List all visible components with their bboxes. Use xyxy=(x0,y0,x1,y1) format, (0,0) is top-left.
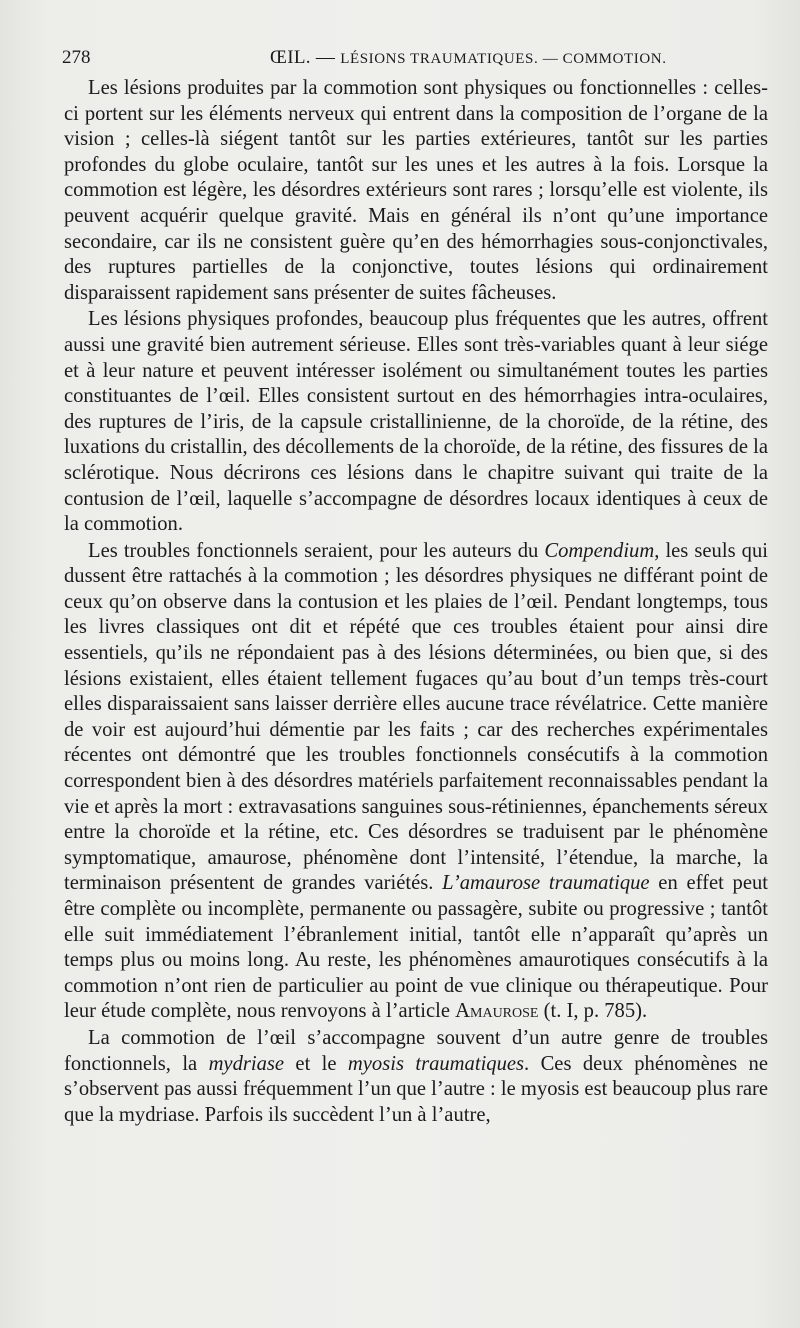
italic-text: L’amaurose traumatique xyxy=(442,872,650,895)
italic-text: myosis traumatiques xyxy=(347,1052,525,1075)
paragraph-text: La commotion de l’œil s’accompagne souvent d’un autre genre de troubles fonctionnels, la xyxy=(64,1026,768,1075)
paragraph-text: et le xyxy=(284,1052,348,1075)
running-header xyxy=(62,46,746,70)
running-title-section: LÉSIONS TRAUMATIQUES. — COMMOTION. xyxy=(340,51,667,67)
body-text xyxy=(64,76,768,1129)
paragraph-text: Les troubles fonctionnels seraient, pour les auteurs du xyxy=(88,539,545,562)
paragraph xyxy=(64,307,768,537)
italic-text: Compendium xyxy=(544,539,655,562)
paragraph xyxy=(64,76,768,306)
page-number: 278 xyxy=(62,47,91,68)
paragraph-text: , les seuls qui dussent être rattachés à la commotion ; les désordres physiques ne différant point de ceux qu’on observe dans la contusion et les plaies de l’œil. Pendant longtemps, tous les livres classiques ont dit et répété que ces troubles étaient pour ainsi dire essentiels, qu’ils ne répondaient pas à des lésions déterminées, ou bien que, si des lésions existaient, elles étaient tellement fugaces qu’au bout d’un temps très-court elles disparaissaient sans laisser derrière elles aucune trace révélatrice. Cette manière de voir est aujourd’hui démentie par les faits ; car des recherches expérimentales récentes ont démontré que les troubles fonctionnels consécutifs à la commotion correspondent bien à des désordres matériels parfaitement reconnaissables pendant la vie et après la mort : extravasations sanguines sous-rétiniennes, épanchements séreux entre la choroïde et la rétine, etc. Ces désordres se traduisent par le phénomène symptomatique, amaurose, phénomène dont l’intensité, l’étendue, la marche, la terminaison présentent de grandes variétés. xyxy=(64,539,768,895)
paragraph xyxy=(64,1026,768,1128)
paragraph-text: . Ces deux phénomènes ne s’observent pas aussi fréquemment l’un que l’autre : le myosis est beaucoup plus rare que la mydriase. Parfois ils succèdent l’un à l’autre, xyxy=(64,1052,768,1126)
paragraph-text: Les lésions physiques profondes, beaucoup plus fréquentes que les autres, offrent aussi une gravité bien autrement sérieuse. Elles sont très-variables quant à leur siége et à leur nature et peuvent intéresser isolément ou simultanément toutes les parties constituantes de l’œil. Elles consistent surtout en des hémorrhagies intra-oculaires, des ruptures de l’iris, de la capsule cristallinienne, de la choroïde, de la rétine, des luxations du cristallin, des décollements de la choroïde, de la rétine, des fissures de la sclérotique. Nous décrirons ces lésions dans le chapitre suivant qui traite de la contusion de l’œil, laquelle s’accompagne de désordres locaux identiques à ceux de la commotion. xyxy=(64,308,768,536)
paragraph xyxy=(64,539,768,1025)
running-title-main: ŒIL. — xyxy=(270,47,341,68)
paragraph-text: Les lésions produites par la commotion sont physiques ou fonctionnelles : celles-ci portent sur les éléments nerveux qui entrent dans la composition de l’organe de la vision ; celles-là siégent tantôt sur les parties extérieures, tantôt sur les parties profondes du globe oculaire, tantôt sur les unes et les autres à la fois. Lorsque la commotion est légère, les désordres extérieurs sont rares ; lorsqu’elle est violente, ils peuvent acquérir quelque gravité. Mais en général ils n’ont qu’une importance secondaire, car ils ne consistent guère qu’en des hémorrhagies sous-conjonctivales, des ruptures partielles de la conjonctive, toutes lésions qui ordinairement disparaissent rapidement sans présenter de suites fâcheuses. xyxy=(64,77,768,304)
italic-text: mydriase xyxy=(208,1052,285,1075)
smallcaps-text: Amaurose xyxy=(455,1000,539,1023)
running-title xyxy=(270,46,667,71)
paragraph-text: (t. I, p. 785). xyxy=(538,1000,648,1023)
paragraph-text: en effet peut être complète ou incomplète, permanente ou passagère, subite ou progressive ; tantôt elle suit immédiatement l’ébranlement initial, tantôt elle n’apparaît qu’après un temps plus ou moins long. Au reste, les phénomènes amaurotiques consécutifs à la commotion n’ont rien de particulier au point de vue clinique ou thérapeutique. Pour leur étude complète, nous renvoyons à l’article xyxy=(64,872,768,1023)
